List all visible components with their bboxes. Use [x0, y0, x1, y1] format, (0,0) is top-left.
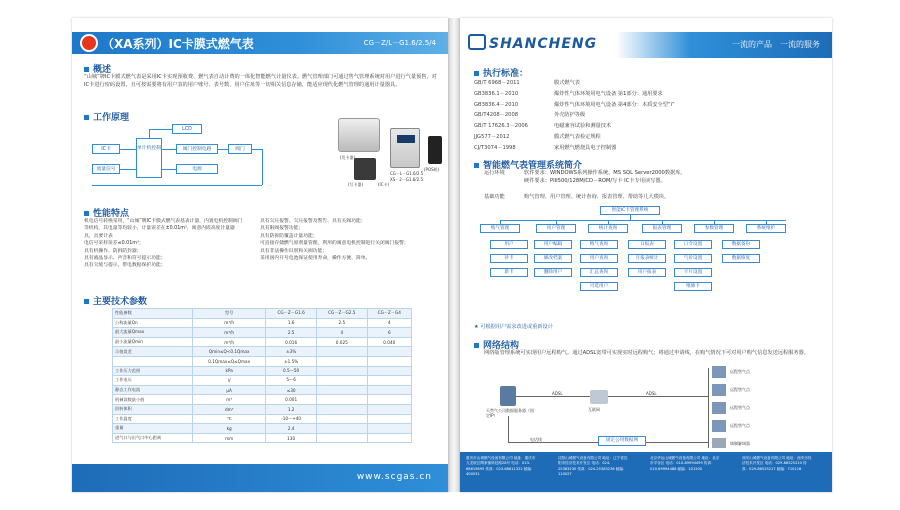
- pc-icon: [712, 384, 726, 396]
- diagram-line: [92, 185, 262, 186]
- standard-title: 爆炸性气体环境用电气设备 第1部分：通用要求: [554, 90, 663, 97]
- pos-machine-image: [428, 136, 442, 164]
- spec-cell: 回转体积: [113, 404, 193, 414]
- spec-cell: [367, 433, 411, 443]
- spec-cell: 重量: [113, 424, 193, 434]
- spec-row: [113, 414, 412, 424]
- tree-level1-node: 统计查询: [588, 224, 628, 233]
- diagram-box-valve: 阀门: [228, 144, 252, 154]
- tree-level2-node: 新卡: [490, 268, 528, 277]
- spec-cell: 静态工作电流: [113, 385, 193, 395]
- standard-item: [474, 121, 824, 132]
- spec-row: [113, 404, 412, 414]
- spec-cell: [367, 347, 411, 357]
- standard-code: GB3836.1－2010: [474, 90, 519, 97]
- adsl-label: ADSL: [552, 391, 563, 396]
- remote-point-label: 远程售气点: [730, 423, 750, 428]
- tree-level2-node: 购气查询: [580, 240, 618, 249]
- env-label: 运行环境: [484, 170, 505, 176]
- diagram-box-mcu: 单片机控制: [136, 138, 162, 178]
- system-heading: 智能燃气表管理系统简介: [474, 158, 582, 171]
- left-footer: [72, 464, 448, 492]
- func-text: 购气管理、用户管理、统计查询、报表管理、帮助等几大模块。: [524, 194, 670, 200]
- public-network-box: 固定公用数据网: [598, 436, 646, 446]
- tree-level2-node: 气价设置: [674, 254, 712, 263]
- diagram-line: [252, 149, 262, 150]
- spec-cell: 最小流量Qmin: [113, 337, 193, 347]
- spec-cell: 0.025: [316, 337, 367, 347]
- spec-row: [113, 328, 412, 338]
- standard-code: GB/T4208－2008: [474, 112, 519, 119]
- tree-level2-node: 卡片设置: [674, 268, 712, 277]
- tree-level1-node: 报表管理: [642, 224, 682, 233]
- spec-cell: 130: [266, 433, 317, 443]
- standard-item: [474, 132, 824, 143]
- net-line: [508, 416, 509, 442]
- spec-cell: m³/h: [193, 328, 266, 338]
- standard-code: CJ/T3074－1998: [474, 144, 516, 151]
- right-header-bar: [460, 32, 832, 58]
- feature-item: 具有机操作、防拆防封器；: [84, 248, 142, 254]
- product-label: CG－L－G1.6/2.5: [390, 171, 424, 176]
- spec-cell: 工作压力范围: [113, 366, 193, 376]
- diagram-box-valve-circuit: 阀门控制电路: [176, 144, 218, 154]
- tree-level2-node: 用户编辑: [534, 240, 572, 249]
- features-col2: [260, 218, 440, 262]
- spec-cell: 机械读数最小值: [113, 395, 193, 405]
- spec-cell: 2.5: [266, 328, 317, 338]
- tree-level2-node: 用户报表: [628, 268, 666, 277]
- spec-cell: [316, 424, 367, 434]
- tree-level2-node: 数据恢复: [722, 254, 760, 263]
- spec-cell: [367, 376, 411, 386]
- tree-level1-node: 购气管理: [480, 224, 520, 233]
- spec-row: [113, 433, 412, 443]
- spec-cell: CG－Z－G4: [367, 309, 411, 319]
- spec-cell: CG－Z－G2.5: [316, 309, 367, 319]
- pc-icon: [712, 366, 726, 378]
- spec-cell: [316, 404, 367, 414]
- spec-cell: 公称流量Qn: [113, 318, 193, 328]
- feature-item: 采用国内开号电池保证使用寿命，操作方便、简单。: [260, 256, 371, 262]
- tree-level2-node: 补卡: [490, 254, 528, 263]
- spec-row: [113, 337, 412, 347]
- spec-cell: dm³: [193, 404, 266, 414]
- tree-level1-node: 用户管理: [536, 224, 576, 233]
- diagram-line: [120, 149, 136, 150]
- spec-row: [113, 356, 412, 366]
- spec-cell: ≤30: [266, 385, 317, 395]
- standard-item: [474, 110, 824, 121]
- spec-cell: 0.001: [266, 395, 317, 405]
- spec-cell: CG－Z－G1.6: [266, 309, 317, 319]
- server-label: 天然气公司数据服务器（固定IP）: [486, 408, 534, 418]
- feature-item: 电信号采样误差≤0.01m³；: [84, 241, 144, 247]
- card-issuer-image: [338, 118, 380, 152]
- spec-cell: [316, 414, 367, 424]
- spec-cell: 4: [367, 318, 411, 328]
- standard-code: GB/T 17626.3－2006: [474, 123, 528, 130]
- principle-heading: 工作原理: [84, 110, 129, 123]
- spec-cell: 0.040: [367, 337, 411, 347]
- spec-cell: 0.1Qmax≤Q≤Qmax: [193, 356, 266, 366]
- spec-cell: m³/h: [193, 318, 266, 328]
- spec-cell: 1.6: [266, 318, 317, 328]
- tree-level2-node: 月报表统计: [628, 254, 666, 263]
- spec-cell: 示值误差: [113, 347, 193, 357]
- standard-code: GB/T 6968－2011: [474, 80, 520, 86]
- spec-row: [113, 395, 412, 405]
- gas-meter-image: [390, 128, 420, 168]
- spec-cell: 6: [367, 328, 411, 338]
- diagram-line: [120, 169, 136, 170]
- spec-cell: mm: [193, 433, 266, 443]
- tree-level2-node: 口令设置: [674, 240, 712, 249]
- contact-block: 重庆市山城燃气设备有限公司 地址：重庆市九龙坡区陶家镇科技路28号 电话：023-68619895 传真：023-68611322 邮编：400031: [466, 456, 536, 477]
- spec-heading: 主要技术参数: [84, 294, 147, 307]
- feature-item: 可直接存储燃气原剂量管理，利用的寓意电机控制进行关闭阀门报警；: [260, 241, 409, 247]
- spec-row: [113, 385, 412, 395]
- system-note: ★ 可根据用户需求改进或重新设计: [474, 324, 553, 330]
- product-label: (写卡器): [348, 182, 364, 187]
- standard-item: [474, 100, 824, 111]
- standard-title: 外壳防护等级: [554, 112, 586, 119]
- diagram-line: [149, 129, 150, 138]
- spec-cell: 0.016: [266, 337, 317, 347]
- spec-cell: 进气口与出气口中心距离: [113, 433, 193, 443]
- spec-cell: 2.4: [266, 424, 317, 434]
- spec-cell: μA: [193, 385, 266, 395]
- left-header-bar: [72, 32, 448, 54]
- spec-cell: ±1.5%: [266, 356, 317, 366]
- spec-row: [113, 376, 412, 386]
- spec-cell: kPa: [193, 366, 266, 376]
- shancheng-logo: SHANCHENG: [468, 34, 597, 52]
- spec-cell: 4: [316, 328, 367, 338]
- spec-cell: [316, 347, 367, 357]
- spec-cell: 0.5～50: [266, 366, 317, 376]
- standard-title: 爆炸性气体环境用电气设备 第4部分：本质安全型“i”: [554, 101, 675, 108]
- standards-list: [474, 78, 824, 154]
- spec-cell: [367, 414, 411, 424]
- spec-cell: [316, 395, 367, 405]
- spec-cell: [367, 395, 411, 405]
- feature-item: 具有非法操作识别和关阀功能；: [260, 248, 328, 254]
- feature-item: 具有防拆防覆盖计量功能；: [260, 233, 318, 239]
- spec-cell: kg: [193, 424, 266, 434]
- spec-cell: 工作电压: [113, 376, 193, 386]
- card-reader-image: [354, 158, 376, 180]
- net-line: [708, 368, 709, 448]
- product-label: (POS机): [424, 167, 440, 172]
- modem-label: 调制解调器: [730, 441, 750, 446]
- spec-row: [113, 318, 412, 328]
- diagram-box-ic-card: IC卡: [92, 144, 120, 154]
- features-col1: [84, 218, 244, 270]
- page-seam: [448, 18, 460, 492]
- spec-cell: Qmin≤Q<0.1Qmax: [193, 347, 266, 357]
- spec-table: [112, 308, 412, 443]
- feature-item: 具有欠缓与提示，带电数据保护功能；: [84, 263, 166, 269]
- tree-level2-node: 用户查询: [580, 254, 618, 263]
- spec-cell: [316, 433, 367, 443]
- net-line: [516, 396, 590, 397]
- adsl-label: ADSL: [646, 391, 657, 396]
- model-number: CG－Z/L－G1.6/2.5/4: [363, 39, 436, 47]
- tree-level2-node: 维修卡: [674, 282, 712, 291]
- spec-cell: [367, 366, 411, 376]
- tree-level2-node: 可选用户: [580, 282, 618, 291]
- spec-cell: m³: [193, 395, 266, 405]
- env-hardware: 硬件要求：PIII500/128M/CD－ROM/写卡 IC卡专用读写器。: [524, 178, 666, 184]
- func-label: 基础功能: [484, 194, 505, 200]
- spec-cell: [367, 385, 411, 395]
- standard-title: 膜式燃气表检定规程: [554, 133, 601, 140]
- spec-row: [113, 366, 412, 376]
- tree-level2-node: 修改档案: [534, 254, 572, 263]
- spec-cell: -10～+40: [266, 414, 317, 424]
- contact-block: 沈阳山城燃气设备有限公司 地址：辽宁省沈阳市经济技术开发区 电话：024-25383230 传真：024-25383236 邮编：110027: [558, 456, 628, 477]
- tree-root: 智能IC卡管理系统: [600, 206, 660, 215]
- logo-mark-icon: [468, 34, 486, 50]
- spec-row: [113, 424, 412, 434]
- spec-cell: [316, 385, 367, 395]
- diagram-line: [218, 149, 228, 150]
- pc-icon: [712, 402, 726, 414]
- spec-cell: V: [193, 376, 266, 386]
- tree-level2-node: 汇总查询: [580, 268, 618, 277]
- remote-point-label: 远程售气点: [730, 387, 750, 392]
- pc-icon: [712, 420, 726, 432]
- spec-cell: 5～6: [266, 376, 317, 386]
- overview-heading: 概述: [84, 62, 111, 75]
- standard-item: [474, 78, 824, 89]
- modem-icon: [712, 438, 726, 448]
- network-heading: 网络结构: [474, 338, 519, 351]
- standard-title: 膜式燃气表: [554, 80, 580, 86]
- spec-cell: m³/h: [193, 337, 266, 347]
- product-label: (发卡器): [340, 155, 356, 160]
- standard-title: 电磁兼容试验和测量技术: [554, 123, 612, 130]
- remote-point-label: 远程售气点: [730, 369, 750, 374]
- spec-cell: [113, 356, 193, 366]
- phone-line-label: 电话线: [530, 437, 542, 442]
- brand-logo-icon: [80, 34, 98, 52]
- standard-item: [474, 89, 824, 100]
- right-page: [460, 18, 832, 492]
- spec-row: [113, 347, 412, 357]
- network-text: 网络版管理系统可实现用户远程购气。通过ADSL宽带可实现实时远程购气；将通过申请线，在购气情况下可对用户购气信息发送远程服务器。: [484, 350, 809, 356]
- internet-label: 互联网: [588, 407, 600, 412]
- spec-cell: 2.5: [316, 318, 367, 328]
- spec-cell: [367, 404, 411, 414]
- product-label: (IC卡): [378, 182, 390, 187]
- right-footer: [460, 452, 832, 492]
- spec-cell: [316, 376, 367, 386]
- tree-level2-node: 删除用户: [534, 268, 572, 277]
- features-heading: 性能特点: [84, 206, 129, 219]
- standard-code: GB3836.4－2010: [474, 101, 519, 108]
- env-software: 软件要求：WINDOWS系列操作系统，MS SQL Server2000数据库。: [524, 170, 686, 176]
- diagram-line: [162, 169, 176, 170]
- diagram-box-flow-signal: 流量信号: [92, 164, 120, 174]
- tree-level2-node: 用户: [490, 240, 528, 249]
- tree-level2-node: 数据备份: [722, 240, 760, 249]
- feature-item: 具有限阀报警功能；: [260, 226, 304, 232]
- feature-item: 机电信号转换采用，“山城”牌IC卡膜式燃气表基表计量，内置电机控制阀门等机构，其电量等均较小，计量误差在±0.01m³，寓意内嵌高度计量器具，具要计表: [84, 219, 243, 239]
- spec-cell: ℃: [193, 414, 266, 424]
- net-line: [608, 396, 708, 397]
- router-icon: [590, 390, 608, 404]
- standard-title: 家用燃气燃烧具电子控制器: [554, 144, 617, 151]
- slogan: 一流的产品 一流的服务: [732, 40, 820, 49]
- spec-cell: 型号: [193, 309, 266, 319]
- standard-code: JJG577－2012: [474, 133, 510, 140]
- spec-cell: [367, 424, 411, 434]
- diagram-box-power: 电源: [176, 164, 218, 174]
- feature-item: 具有欠压报警、欠压报警及警告、具有关阀功能；: [260, 219, 366, 224]
- spec-cell: 性能参数: [113, 309, 193, 319]
- tree-level2-node: 日报表: [628, 240, 666, 249]
- remote-point-label: 远程售气点: [730, 405, 750, 410]
- contact-block: 西安山城燃气设备有限公司 地址：西安市经济技术开发区 电话：029-86525210 传真：029-86525217 邮编：710116: [742, 456, 812, 471]
- tree-level1-node: 系统维护: [746, 224, 786, 233]
- feature-item: 具有液晶显示、声音和符号提示功能；: [84, 256, 166, 262]
- product-label: XS－2－G1.6/2.5: [390, 177, 423, 182]
- standard-item: [474, 143, 824, 154]
- standards-heading: 执行标准：: [474, 66, 528, 79]
- spec-cell: [367, 356, 411, 366]
- overview-text: “山城”牌IC卡膜式燃气表是采用IC卡实现预收费、燃气表自动计费的一体化智能燃气计量仪表。燃气管理部门可通过售气管理系统对用户进行气量预售，对IC卡进行密码设置，且可按需要将有用户表的用户账号、表号数、用户住址等一切相关信息存储，能适应现代化燃气管理的通用计量器具。: [84, 74, 437, 88]
- spec-cell: 工作温度: [113, 414, 193, 424]
- contact-block: 北京华达山城燃气设备有限公司 地址：北京市平谷区 电话：010-89994499 传真：010-89994488 邮编：101200: [650, 456, 720, 471]
- diagram-line: [262, 149, 263, 185]
- website-url[interactable]: www.scgas.cn: [356, 472, 432, 482]
- spec-cell: [316, 356, 367, 366]
- tree-level1-node: 参数管理: [694, 224, 734, 233]
- spec-header-row: [113, 309, 412, 319]
- tree-line: [500, 220, 786, 221]
- diagram-box-lcd: LCD: [172, 124, 202, 134]
- spec-cell: [316, 366, 367, 376]
- spec-cell: 最大流量Qmax: [113, 328, 193, 338]
- spec-cell: ±3%: [266, 347, 317, 357]
- page-title: （XA系列）IC卡膜式燃气表: [102, 37, 254, 51]
- diagram-line: [149, 129, 172, 130]
- server-icon: [500, 386, 516, 406]
- spec-cell: 1.2: [266, 404, 317, 414]
- left-page: [72, 18, 448, 492]
- diagram-line: [162, 149, 176, 150]
